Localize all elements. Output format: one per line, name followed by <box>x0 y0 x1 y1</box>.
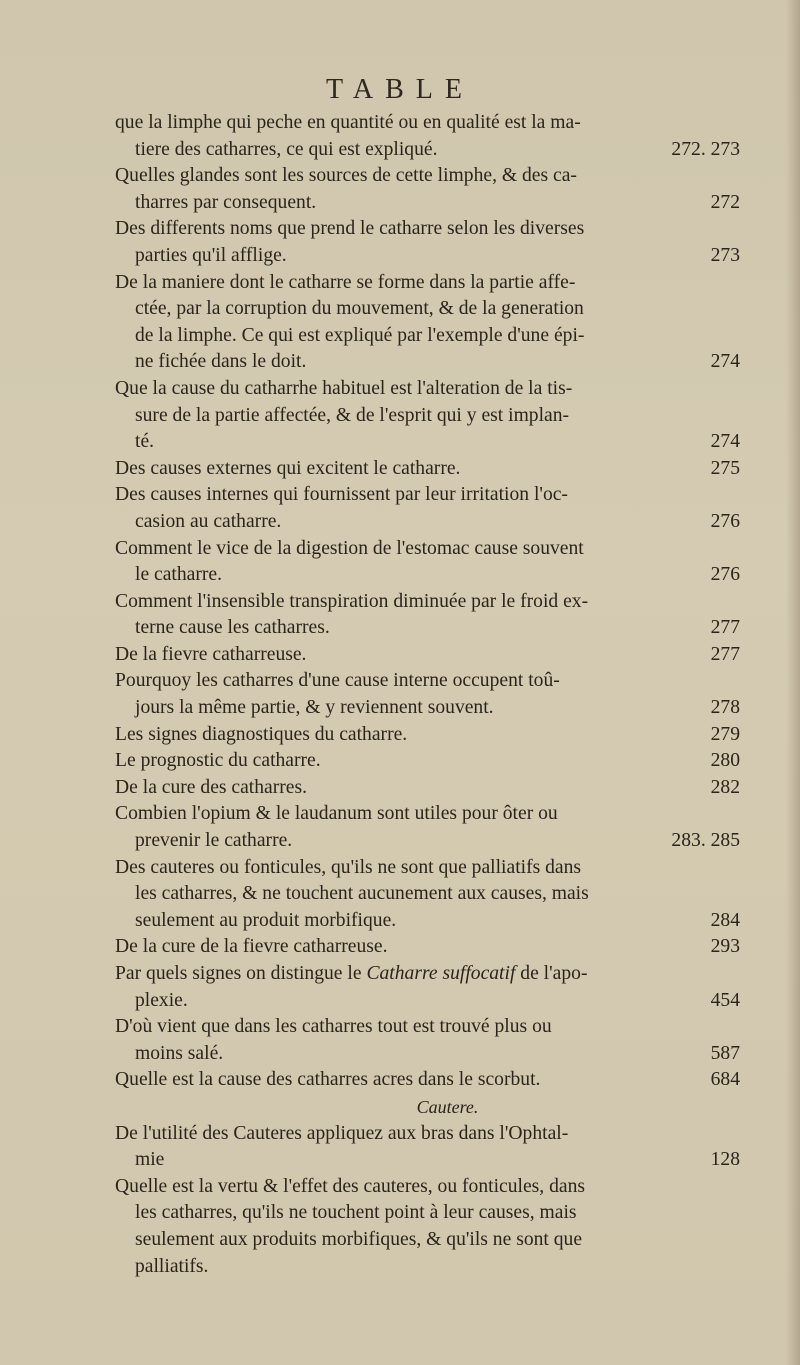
entry-text: tharres par consequent. <box>135 191 317 213</box>
page-number: 272 <box>710 191 740 213</box>
entry-line <box>115 1254 740 1281</box>
index-entry <box>115 163 740 216</box>
page-number: 283. 285 <box>671 830 740 852</box>
page-number: 282 <box>710 776 740 798</box>
entry-line <box>115 509 740 536</box>
page-number: 272. 273 <box>671 138 740 160</box>
entry-text: jours la même partie, & y reviennent souvent. <box>135 697 494 719</box>
section-heading: Cautere. <box>416 1096 479 1117</box>
entry-line <box>115 908 740 935</box>
entry-text: prevenir le catharre. <box>135 830 293 852</box>
page-number: 284 <box>710 909 740 931</box>
index-entry <box>115 934 740 961</box>
entry-text: moins salé. <box>135 1042 224 1064</box>
index-entry <box>115 775 740 802</box>
entry-text: De la cure de la fievre catharreuse. <box>115 936 388 958</box>
page-number: 275 <box>710 457 740 479</box>
page-number: 277 <box>710 617 740 639</box>
entry-line: De la maniere dont le catharre se forme dans la partie affe- <box>115 271 576 293</box>
entry-text: tiere des catharres, ce qui est expliqué. <box>135 138 438 160</box>
entry-line <box>115 828 740 855</box>
index-entry <box>115 1014 740 1067</box>
entry-text: De la cure des catharres. <box>115 776 308 798</box>
entry-line <box>115 988 740 1015</box>
entry-line <box>115 429 740 456</box>
entry-text: Les signes diagnostiques du catharre. <box>115 723 408 745</box>
entry-line <box>115 642 740 669</box>
running-head: TABLE <box>326 74 474 105</box>
section-entry-list <box>115 1121 740 1281</box>
entry-line <box>115 190 740 217</box>
entry-line: Comment l'insensible transpiration diminuée par le froid ex- <box>115 590 589 612</box>
italic-term: Catharre suffocatif <box>366 963 516 984</box>
index-entry <box>115 855 740 935</box>
entry-text: ne fichée dans le doit. <box>135 351 307 373</box>
page-number: 280 <box>710 750 740 772</box>
entry-line <box>115 934 740 961</box>
page-number: 587 <box>710 1042 740 1064</box>
entry-line: Quelle est la vertu & l'effet des cauteres, ou fonticules, dans <box>115 1175 585 1197</box>
entry-line <box>115 349 740 376</box>
index-entry <box>115 1121 740 1174</box>
entry-line <box>115 1067 740 1094</box>
index-entry <box>115 642 740 669</box>
index-entry <box>115 1067 740 1094</box>
index-entry <box>115 482 740 535</box>
entry-text: Le prognostic du catharre. <box>115 750 321 772</box>
index-content <box>115 110 740 1280</box>
entry-line: Des causes internes qui fournissent par leur irritation l'oc- <box>115 484 568 506</box>
index-entry <box>115 536 740 589</box>
index-entry <box>115 961 740 1014</box>
entry-line <box>115 1147 740 1174</box>
page-number <box>732 1254 740 1281</box>
entry-line: de la limphe. Ce qui est expliqué par l'exemple d'une épi- <box>135 324 585 346</box>
entry-line: Quelles glandes sont les sources de cette limphe, & des ca- <box>115 165 577 187</box>
index-entry <box>115 589 740 642</box>
index-entry <box>115 216 740 269</box>
entry-text: té. <box>135 431 155 453</box>
page-number: 293 <box>710 936 740 958</box>
entry-line: Combien l'opium & le laudanum sont utiles pour ôter ou <box>115 803 558 825</box>
entry-text: Quelle est la cause des catharres acres dans le scorbut. <box>115 1069 541 1091</box>
page-number: 277 <box>710 643 740 665</box>
index-entry <box>115 376 740 456</box>
entry-line <box>115 1041 740 1068</box>
entry-text: parties qu'il afflige. <box>135 244 287 266</box>
entry-line <box>115 243 740 270</box>
index-entry <box>115 668 740 721</box>
entry-line <box>115 137 740 164</box>
index-entry-list <box>115 110 740 1094</box>
entry-line: seulement aux produits morbifiques, & qu'ils ne sont que <box>135 1228 583 1250</box>
entry-text: le catharre. <box>135 564 223 586</box>
index-entry <box>115 748 740 775</box>
entry-line <box>115 775 740 802</box>
entry-text: casion au catharre. <box>135 510 282 532</box>
entry-line: les catharres, & ne touchent aucunement aux causes, mais <box>135 883 589 905</box>
entry-line <box>115 456 740 483</box>
index-entry <box>115 456 740 483</box>
index-entry <box>115 1174 740 1280</box>
entry-line: Que la cause du catharrhe habituel est l'alteration de la tis- <box>115 377 573 399</box>
index-entry <box>115 801 740 854</box>
entry-line: De l'utilité des Cauteres appliquez aux bras dans l'Ophtal- <box>115 1122 569 1144</box>
index-entry <box>115 722 740 749</box>
page-number: 274 <box>710 431 740 453</box>
entry-line <box>115 695 740 722</box>
entry-line: D'où vient que dans les catharres tout est trouvé plus ou <box>115 1016 552 1038</box>
entry-text: terne cause les catharres. <box>135 617 330 639</box>
entry-line <box>115 615 740 642</box>
page-number: 278 <box>710 697 740 719</box>
entry-line: Des differents noms que prend le catharre selon les diverses <box>115 218 585 240</box>
page-number: 454 <box>710 989 740 1011</box>
entry-line <box>115 748 740 775</box>
entry-text: Des causes externes qui excitent le catharre. <box>115 457 461 479</box>
entry-text: plexie. <box>135 989 188 1011</box>
index-entry <box>115 270 740 376</box>
entry-line: les catharres, qu'ils ne touchent point à leur causes, mais <box>135 1202 577 1224</box>
page-number: 273 <box>710 244 740 266</box>
entry-line: ctée, par la corruption du mouvement, & de la generation <box>135 298 584 320</box>
page-number: 276 <box>710 510 740 532</box>
entry-line: sure de la partie affectée, & de l'esprit qui y est implan- <box>135 404 570 426</box>
page-number: 274 <box>710 351 740 373</box>
index-entry <box>115 110 740 163</box>
entry-line: Pourquoy les catharres d'une cause interne occupent toû- <box>115 670 560 692</box>
entry-text: palliatifs. <box>135 1255 209 1277</box>
page-number: 276 <box>710 564 740 586</box>
entry-line: Par quels signes on distingue le Catharre suffocatif de l'apo- <box>115 963 588 984</box>
entry-text: De la fievre catharreuse. <box>115 643 307 665</box>
page-number: 128 <box>710 1149 740 1171</box>
page-number: 684 <box>710 1069 740 1091</box>
entry-line <box>115 562 740 589</box>
entry-line: que la limphe qui peche en quantité ou en qualité est la ma- <box>115 112 581 133</box>
entry-text: seulement au produit morbifique. <box>135 909 397 931</box>
entry-line: Comment le vice de la digestion de l'estomac cause souvent <box>115 537 584 559</box>
page-number: 279 <box>710 723 740 745</box>
entry-text: mie <box>135 1149 165 1171</box>
page-edge-shadow <box>786 0 800 1365</box>
entry-line <box>115 722 740 749</box>
entry-line: Des cauteres ou fonticules, qu'ils ne sont que palliatifs dans <box>115 856 582 878</box>
